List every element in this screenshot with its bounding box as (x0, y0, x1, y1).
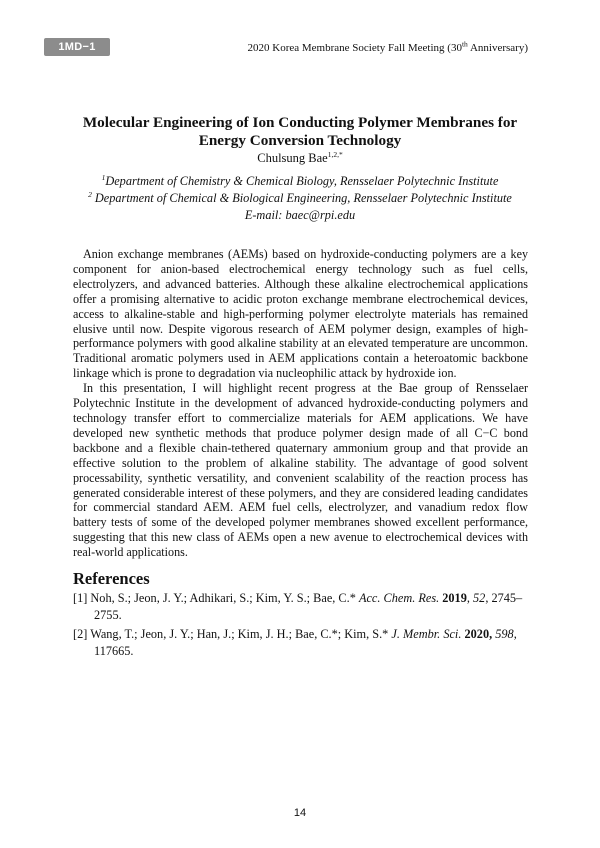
reference-1: [1] Noh, S.; Jeon, J. Y.; Adhikari, S.; Kim, Y. S.; Bae, C.* Acc. Chem. Res. 2019, 52, 2745–2755. (73, 591, 523, 622)
affiliations (0, 173, 600, 224)
paper-title: Molecular Engineering of Ion Conducting Polymer Membranes for Energy Conversion Technology (82, 114, 518, 149)
reference-2 (73, 626, 528, 660)
reference-1-num: [1] (73, 591, 91, 605)
meeting-header (248, 41, 528, 55)
affiliation-1 (0, 173, 600, 190)
abstract-paragraph-2: In this presentation, I will highlight recent progress at the Bae group of Rensselaer Polytechnic Institute in the development of advanced hydroxide-conducting polymers and technology transfer effort to commercialize materials for AEM applications. We have developed new synthetic methods that produce polymer design made of all C−C bond backbone and a flexible chain-tethered quaternary ammonium group and that provide an effective solution to the problem of alkaline stability. The advantage of good solvent processability, synthetic versatility, and convenient scalability of the reaction process has generated considerable interest of these polymers, and they are considered leading candidates for commercial standard AEM. AEM fuel cells, electrolyzer, and vanadium redox flow battery tests of some of the developed polymer membranes showed excellent performance, suggesting that this new class of AEMs open a new avenue to electrochemical devices with real-world applications. (73, 381, 528, 560)
references-heading: References (73, 569, 150, 588)
reference-1-authors: Noh, S.; Jeon, J. Y.; Adhikari, S.; Kim, Y. S.; Bae, C.* (90, 591, 359, 605)
affiliation-2-text: Department of Chemical & Biological Engineering, Rensselaer Polytechnic Institute (91, 191, 512, 205)
reference-1-journal: Acc. Chem. Res. (358, 591, 440, 605)
session-badge: 1MD−1 (44, 38, 110, 56)
meeting-header-suffix: Anniversary) (467, 42, 528, 54)
references-list (73, 590, 528, 662)
author-line (0, 150, 600, 166)
reference-1-volume: 52 (473, 591, 486, 605)
email: E-mail: baec@rpi.edu (244, 208, 356, 222)
affiliation-2-sup: 2 (88, 189, 92, 199)
reference-2-volume: 598 (495, 627, 514, 641)
reference-2-authors: Wang, T.; Jeon, J. Y.; Han, J.; Kim, J. H.; Bae, C.*; Kim, S.* (90, 627, 392, 641)
affiliation-1-sup: 1 (101, 172, 106, 182)
reference-1-pages: , 2745–2755. (94, 591, 523, 622)
affiliation-2 (0, 190, 600, 207)
affiliation-1-text: Department of Chemistry & Chemical Biology, Rensselaer Polytechnic Institute (105, 174, 499, 188)
meeting-header-prefix: 2020 Korea Membrane Society Fall Meeting (30 (247, 42, 462, 54)
reference-2-pages: , 117665. (94, 627, 517, 658)
reference-2-num: [2] (73, 627, 91, 641)
author-sup: 1,2,* (327, 149, 343, 159)
meeting-header-sup: th (461, 39, 468, 49)
reference-2-year: 2020, (461, 627, 493, 641)
reference-1-year: 2019 (439, 591, 467, 605)
reference-2-journal: J. Membr. Sci. (391, 627, 462, 641)
abstract-paragraph-1: Anion exchange membranes (AEMs) based on hydroxide-conducting polymers are a key component for anion-based electrochemical energy technology such as fuel cells, electrolyzers, and advanced batteries. Although these alkaline electrochemical applications offer a promising alternative to acidic proton exchange membrane electrochemical devices, access to alkaline-stable and high-performing polymer electrolyte materials has remained elusive until now. Despite vigorous research of AEM polymer design, examples of high-performance polymers with good alkaline stability at an elevated temperature are uncommon. Traditional aromatic polymers used in AEM applications contain a heteroatomic backbone linkage which is prone to degradation via nucleophilic attack by hydroxide ion. (73, 247, 528, 381)
author-name: Chulsung Bae (257, 151, 328, 165)
abstract-body (73, 247, 528, 560)
page-number: 14 (293, 807, 307, 819)
